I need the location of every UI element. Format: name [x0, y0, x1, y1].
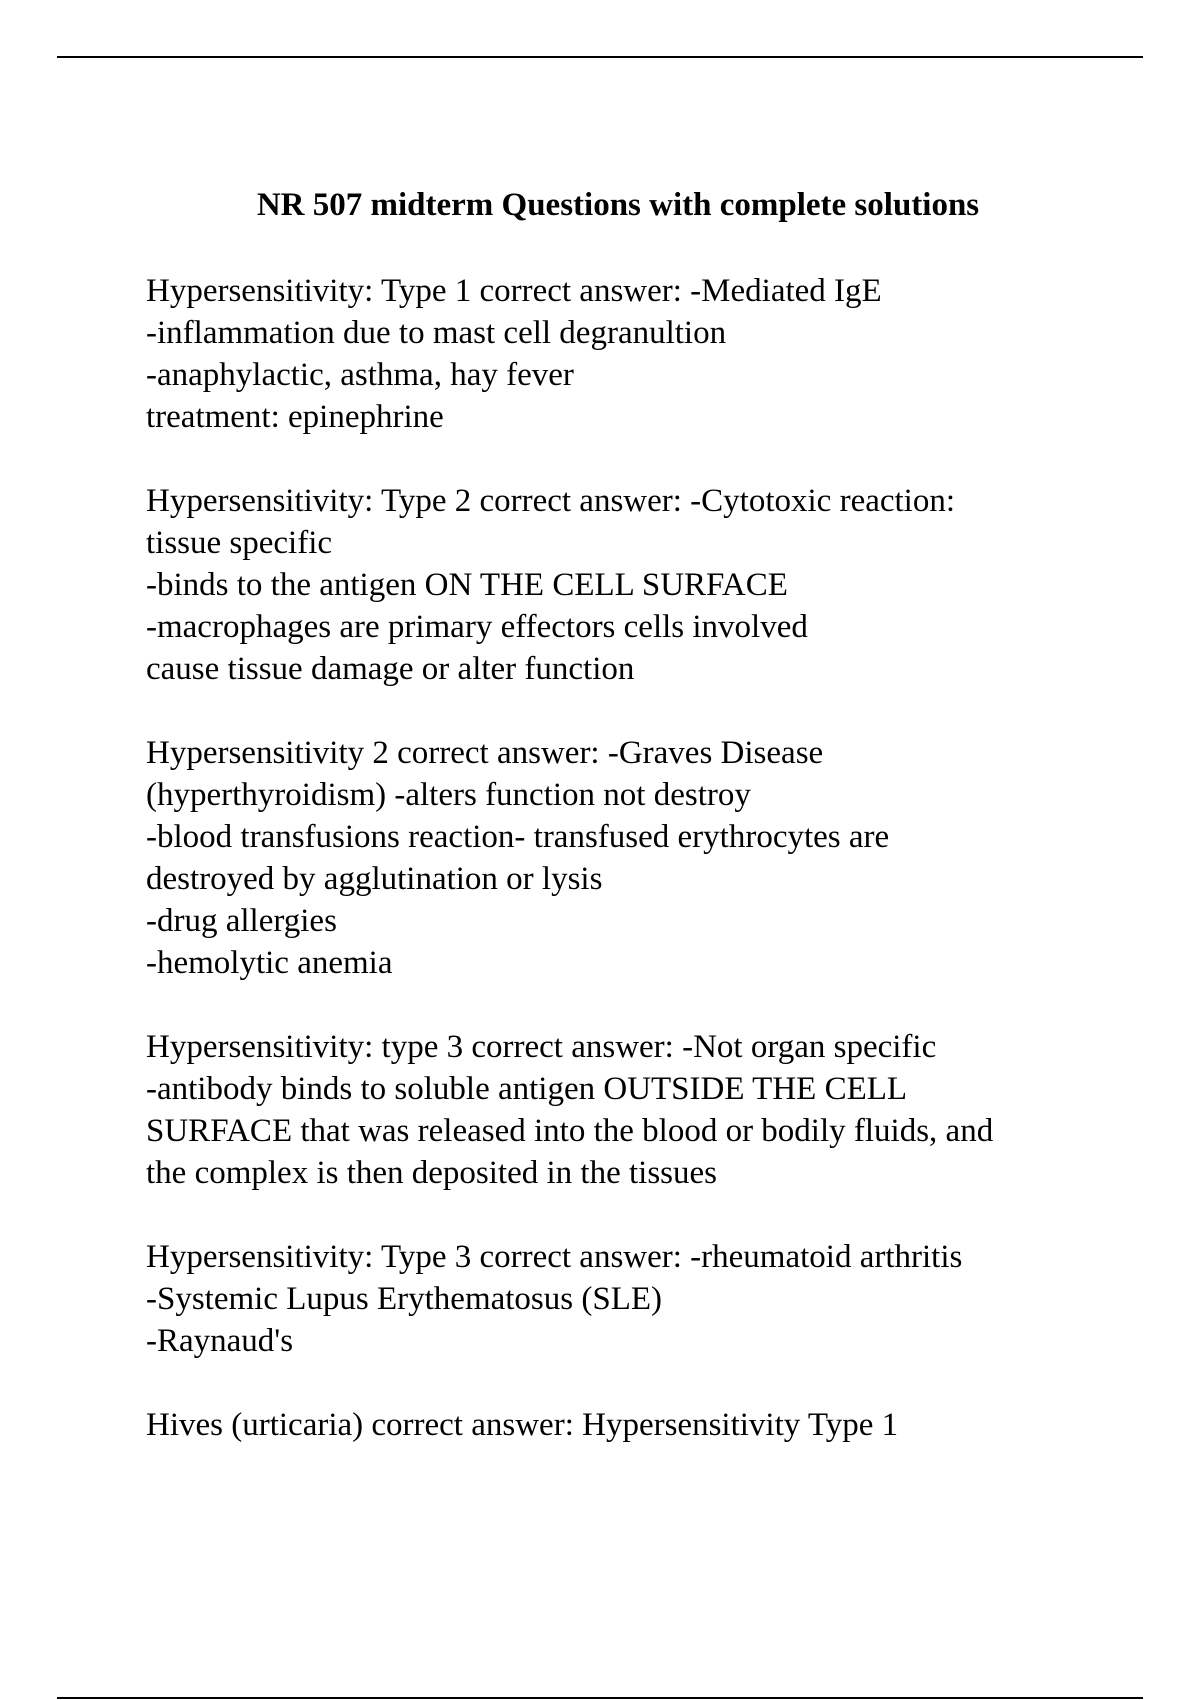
entry-line: -macrophages are primary effectors cells involved: [146, 609, 808, 645]
entry-line: tissue specific: [146, 525, 333, 561]
entry-line: Hypersensitivity: Type 3 correct answer: -rheumatoid arthritis: [146, 1239, 963, 1275]
entry-line: -binds to the antigen ON THE CELL SURFACE: [146, 567, 788, 603]
entry-line: cause tissue damage or alter function: [146, 651, 635, 687]
qa-entry-3: [146, 732, 1156, 984]
top-divider: [57, 56, 1143, 58]
entry-line: -hemolytic anemia: [146, 945, 393, 981]
qa-entry-4: [146, 1026, 1156, 1194]
entry-line: treatment: epinephrine: [146, 399, 444, 435]
entry-line: Hypersensitivity: Type 2 correct answer: -Cytotoxic reaction:: [146, 483, 956, 519]
entry-line: -blood transfusions reaction- transfused erythrocytes are: [146, 819, 890, 855]
entry-line: SURFACE that was released into the blood or bodily fluids, and: [146, 1113, 994, 1149]
entry-line: -Raynaud's: [146, 1323, 294, 1359]
entry-line: Hypersensitivity 2 correct answer: -Graves Disease: [146, 735, 824, 771]
entry-line: Hypersensitivity: Type 1 correct answer: -Mediated IgE: [146, 273, 882, 309]
entry-line: -inflammation due to mast cell degranultion: [146, 315, 727, 351]
entry-line: the complex is then deposited in the tissues: [146, 1155, 717, 1191]
entry-line: -antibody binds to soluble antigen OUTSIDE THE CELL: [146, 1071, 908, 1107]
qa-entry-6: [146, 1404, 1156, 1446]
qa-entry-1: [146, 270, 1156, 438]
entry-line: (hyperthyroidism) -alters function not destroy: [146, 777, 751, 813]
entry-line: -drug allergies: [146, 903, 337, 939]
qa-entry-2: [146, 480, 1156, 690]
page-title: NR 507 midterm Questions with complete solutions: [256, 187, 980, 223]
bottom-divider: [57, 1697, 1143, 1699]
entry-line: destroyed by agglutination or lysis: [146, 861, 603, 897]
entry-line: Hives (urticaria) correct answer: Hypersensitivity Type 1: [146, 1407, 899, 1443]
entry-line: -Systemic Lupus Erythematosus (SLE): [146, 1281, 663, 1317]
entry-line: Hypersensitivity: type 3 correct answer: -Not organ specific: [146, 1029, 937, 1065]
qa-list: [146, 270, 1156, 1488]
qa-entry-5: [146, 1236, 1156, 1362]
entry-line: -anaphylactic, asthma, hay fever: [146, 357, 574, 393]
